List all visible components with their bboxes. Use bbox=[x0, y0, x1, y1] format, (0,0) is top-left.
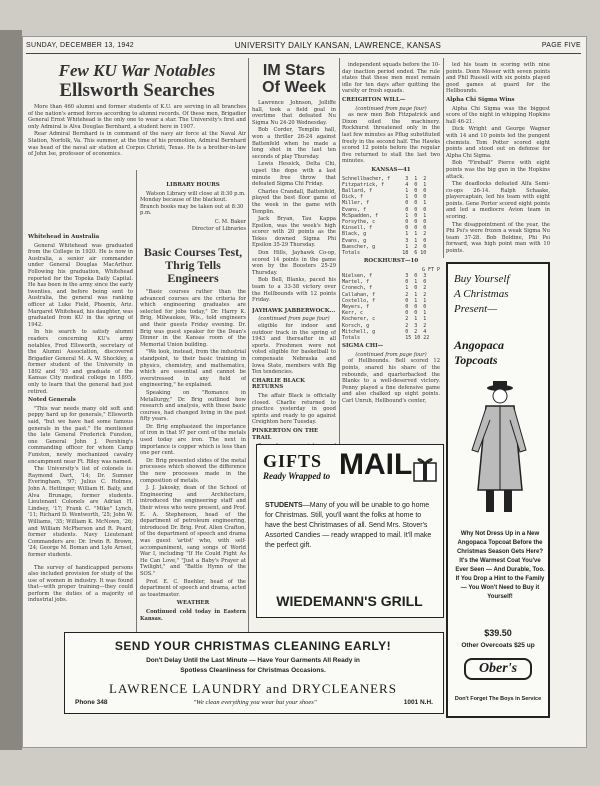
article-paragraph: Dr. Brig presented slides of the metal processes which showed the difference the new processes made in the composition of metals. bbox=[140, 457, 246, 484]
library-text: Watson Library will close at 8:30 p.m. Monday because of the blackout. Branch books may be taken out at 8:30 p.m. bbox=[140, 190, 246, 217]
article-paragraph: Bob Corder, Templin hall, won a thriller 26-24 against Battenfeld when he made a long shot in the last ten seconds of play Thursday. bbox=[252, 127, 336, 160]
rockhurst-header: G FT P bbox=[421, 266, 440, 273]
article-paragraph: Dr. Brig emphasized the importance of iron in that 97 per cent of the metals used today are iron. The next in importance is copper which is less than one per cent. bbox=[140, 423, 246, 457]
headline-engineers: Basic Courses Test, Thrig Tells Engineers bbox=[143, 246, 243, 285]
binding-edge bbox=[0, 30, 22, 750]
laundry-headline: SEND YOUR CHRISTMAS CLEANING EARLY! bbox=[114, 639, 392, 653]
article-paragraph: The survey of handicapped persons also included provision for study of the use of women in industry. It was found that—with proper training—they could perform the duties of a majority of industrial jobs. bbox=[28, 564, 133, 604]
masthead-paper: UNIVERSITY DAILY KANSAN, LAWRENCE, KANSAS bbox=[234, 40, 442, 50]
ad-body bbox=[265, 501, 437, 551]
masthead-page: PAGE FIVE bbox=[541, 41, 581, 49]
article-paragraph: Bob Bell, Blanks, paced his team to a 33-38 victory over the Hellbounds with 12 points Friday. bbox=[252, 277, 336, 304]
obers-logo: Ober's bbox=[464, 658, 532, 680]
headline-ellsworth: Ellsworth Searches bbox=[59, 80, 215, 101]
kicker: Few KU War Notables bbox=[58, 62, 216, 80]
rockhurst-totals: Totals 15 10 22 bbox=[342, 334, 430, 341]
obers-ad bbox=[446, 262, 550, 718]
subhead-generals: Noted Generals bbox=[28, 397, 76, 404]
ad-product-2: Topcoats bbox=[454, 353, 498, 367]
article-paragraph: as new men Bob Fitzpatrick and Dixon oiled the machinery. Rockhurst threatened only in the last few minutes as Pflug substituted freely in the second half. The Hawks scored 12 points before the regular five returned to stall the last two minutes. bbox=[342, 112, 440, 165]
laundry-phone: Phone 348 bbox=[75, 699, 108, 706]
subhead-charlie: CHARLIE BLACK RETURNS bbox=[252, 377, 305, 391]
article-paragraph: "We look, instead, from the industrial standpoint, to their basic training in physics, chemistry, and mathematics, which are essential and cannot be overstressed in any field of engineering," he explained. bbox=[140, 349, 246, 389]
article-paragraph: Lawrence Johnson, Jolliffe hall, took a field goal in overtime that defeated Nu Sigma Nu 24-20 Wednesday. bbox=[252, 100, 336, 126]
sigma-cont: (continued from page four) bbox=[355, 351, 427, 358]
ad-price: $39.50 bbox=[484, 628, 512, 638]
intramural-article bbox=[446, 62, 550, 258]
article-paragraph: General Whitehead was graduated from the College in 1920. He is now in Australia, a senior air commander under General Douglas MacArthur. Following his graduation, Whitehead reported for the Topeka Daily Capital. He has been in the army since the early twenties, and before being sent to Australia, the general was ranking officer at Luke Field, Phoenix, Ariz. Margaret Whitehead, his daughter, was graduated from KU in the spring of 1942. bbox=[28, 242, 133, 328]
article-paragraph: led his team in scoring with nine points. Donn Mosser with seven points and Phil Russell with six points played good games at guard for the Hellbounds. bbox=[446, 62, 550, 95]
creighton-cont: (continued from page four) bbox=[355, 105, 427, 112]
article-paragraph: J. J. Jakosky, dean of the School of Engineering and Architecture, introduced the engineering staff and their wives who were present, and Prof. E. A. Stephenson, head of the department of petroleum engineering, introduced Dr. Brig. Prof. Allen Crafton, of the department of speech and drama was guest 'artist' who, with self-accompaniment, sang songs of World War I, including "If He Could Fight As He Can Love," "Just a Baby's Prayer at Twilight," and "Battle Hymn of the SOS." bbox=[140, 485, 246, 577]
ad-body-lead: STUDENTS bbox=[265, 502, 303, 509]
article-paragraph: Alpha Chi Sigma was the biggest score of the night in whipping Hopkins hall 46-21. bbox=[446, 105, 550, 125]
article-paragraph: "This war needs many old soft and peppy hard up for generals," Ellsworth said, "but we have had some famous generals in the past." He mentioned the late General Frederick Funston, one General John J. Pershing's commanding officer for whom Camp Funston, newly mechanized cavalry encampment near Ft. Riley was named. bbox=[28, 405, 133, 465]
article-paragraph: Speaking on "Romance in Metallurgy," Dr. Brig outlined how research and analysis, with these basic courses, had changed living in the past fifty years. bbox=[140, 389, 246, 423]
library-title: LIBRARY HOURS bbox=[166, 182, 220, 188]
article-paragraph: Rear Admiral Bernhard is in command of the navy air force at the Naval Air Station, Norfolk, Va. This summer, at the time of his promotion, Admiral Bernhard was head of the naval air station at Corpus Christi, Texas. He is a brother-in-law of John Ise, professor of economics. bbox=[28, 131, 246, 158]
library-signature: C. M. Baker bbox=[214, 218, 246, 225]
gift-box-icon bbox=[411, 453, 439, 483]
kansas-box-score: Schnellbacher, f 3 1 2 Fitzpatrick, f 4 0 1 Ballard, f 1 0 0 Dick, f 1 0 0 Miller, f 0 0 1 Evans, f 0 0 0 McSpadden, f 1 0 1 Forsythe, c 0 0 0 Kinsell, f 0 0 0 Black, g 1 1 2 Evans, g 3 1 0 Buescher, g 1 2 0 bbox=[342, 175, 427, 250]
ad-mail: MAIL bbox=[339, 448, 413, 481]
ad-buy-2: A Christmas bbox=[454, 288, 509, 300]
article-paragraph: More than 460 alumni and former students of K.U. are serving in all branches of the nation's armed forces according to alumni records. Of these men, Brigadier General Ernst Whitehead is the only one to wear a star. The University's first and only Admiral is Alva Douglas Bernhard, a student here in 1907. bbox=[28, 104, 246, 130]
article-paragraph: eligible for indoor and outdoor track in the spring of 1943 and thereafter in all sports. Freshmen were not voted eligible for basketball to compensate Nebraska and Iowa State, members with Big Ten tendencies. bbox=[252, 323, 336, 376]
article-paragraph: Jack Bryan, Tau Kappa Epsilon, was the week's high scorer with 20 points as the Tekes downed Sigma Phi Epsilon 35-29 Thursday. bbox=[252, 216, 336, 249]
wiedemanns-ad bbox=[256, 444, 444, 618]
man-in-topcoat-icon bbox=[462, 380, 536, 522]
subhead-sigma-chi: SIGMA CHI— bbox=[342, 343, 384, 350]
masthead bbox=[26, 38, 581, 52]
creighton-article bbox=[342, 62, 440, 444]
ad-copy: Why Not Dress Up in a New Angopaca Topcoat Before the Christmas Season Gets Here? It's the Warmest Coat You've Ever Seen — And Durable, Too. If You Drop a Hint to the Family — You Won't Need to Buy it Yourself! bbox=[455, 531, 545, 600]
subhead-jayhawk: JAYHAWK JABBERWOCK... bbox=[252, 307, 336, 314]
masthead-rule bbox=[26, 53, 581, 54]
ad-buy-1: Buy Yourself bbox=[454, 273, 510, 285]
article-paragraph: Don Hills, Jayhawk Co-op, scored 14 points in the game won by the Boosters 25-29 Thursday. bbox=[252, 250, 336, 276]
article-paragraph: Dick Wright and George Wagner with 14 and 10 points led the pungent chemists. Tom Potter scored eight points and stood out on defense for Alpha Chi Sigma. bbox=[446, 126, 550, 159]
ad-other-coats: Other Overcoats $25 up bbox=[461, 642, 535, 649]
library-hours bbox=[140, 180, 246, 242]
subhead-alpha-chi: Alpha Chi Sigma Wins bbox=[446, 96, 515, 103]
weather-text: Continued cold today in Eastern Kansas. bbox=[140, 608, 246, 622]
laundry-ad bbox=[64, 632, 444, 714]
column-rule bbox=[248, 58, 249, 658]
ellsworth-headline-block bbox=[28, 62, 246, 102]
laundry-address: 1001 N.H. bbox=[403, 699, 433, 706]
ad-store-name: WIEDEMANN'S GRILL bbox=[276, 593, 423, 609]
laundry-company: LAWRENCE LAUNDRY and DRYCLEANERS bbox=[109, 681, 397, 696]
ad-gifts: GIFTS bbox=[263, 451, 323, 471]
masthead-date: SUNDAY, DECEMBER 13, 1942 bbox=[26, 41, 135, 49]
article-paragraph: In his search to satisfy alumni readers concerning KU's army notables, Fred Ellsworth, secretary of the Alumni Association, discovered Brigadier General M. A. W. Shockley, a former student of the University in 1892 and '93 and graduate of the Kansas City medical college in 1895, only to learn that the general had just retired. bbox=[28, 329, 133, 395]
article-paragraph: The deadlocks defeated Alfa Semi-co-ops 26-14. Ralph Schaake, playercaptain, led his team with eight points. Gene Porter scored eight points and led a mediocre Avion team in scoring. bbox=[446, 181, 550, 221]
ellsworth-lead bbox=[28, 104, 246, 168]
subhead-whitehead: Whitehead in Australia bbox=[28, 234, 100, 240]
article-paragraph: Prof. E. C. Buehler, head of the department of speech and drama, acted as toastmaster. bbox=[140, 578, 246, 598]
rockhurst-box-title: ROCKHURST—10 bbox=[363, 258, 419, 265]
article-paragraph: "Basic courses rather than the advanced courses are the criteria for which engineering graduates are selected for jobs today," Dr. Harry K. Brig, Milwaukee, Wis., told engineers and their guests Friday evening. Dr. Brig was guest speaker for the Dean's Dinner in the Kansas room of the Memorial Union building. bbox=[140, 289, 246, 348]
kansas-totals: Totals 18 6 10 bbox=[342, 249, 427, 256]
rockhurst-box-score: Nielsen, f 3 0 3 Martel, f 0 1 0 Cronech, f 1 0 2 Callahan, f 2 1 2 Costello, f 0 1 1 Meyers, f 0 0 0 Kerr, c 0 0 1 Kocherer, c 2 1 1 Korsch, g 2 3 2 Mitchell, g 0 2 4 bbox=[342, 272, 427, 335]
article-paragraph: The University's list of colonels is: Raymond Dart, '14; Dr. Sumner Everingham, '97; Julius C. Holmes, John A. Hettinger, William H. Baily, and Alva Brunage, former students. Lieutenant Colonels are Adrian H. Lindsey, '17; Frank C. "Mike" Lynch, '11; Richard D. Wentworth, '25; John W. Williams, '35; William K. McNown, '26; and William McPherson and R. Peard, former students. Navy Lieutenant Commanders are: Dr. Irwin R. Brown, '24; George M. Boman and Lyle Arnsel, former students. bbox=[28, 466, 133, 558]
article-paragraph: of Hellbounds. Bell scored 12 points, snared his share of the rebounds, and quarterbacked the Blanks to a well-deserved victory. Penny played a fine defensive game and also chalked up eight points. Carl Unruh, Hellbound's center, bbox=[342, 358, 440, 404]
jayhawk-cont: (continued from page four) bbox=[258, 316, 330, 323]
article-paragraph: Bob "Fireball" Pierce with eight points was the big gun in the Hopkins attack. bbox=[446, 160, 550, 180]
article-paragraph: Charles Crandall, Battenfeld, played the best floor game of the week in the game with Templin. bbox=[252, 188, 336, 215]
column-rule bbox=[443, 58, 444, 258]
ad-buy-lines bbox=[454, 272, 510, 317]
ad-body-text: —Many of you will be unable to go home for Christmas. Still, you'll want the folks at home to have the best Christmases of all. Send Mrs. Stover's Assorted Candies — ready wrapped to mail. It'll make the perfect gift. bbox=[265, 502, 432, 549]
laundry-line1: Don't Delay Until the Last Minute — Have Your Garments All Ready in bbox=[146, 657, 360, 664]
article-paragraph: The disappointment of the year, the Phi Psi's were frozen a weak Sigma Nu team 37-28. Bob Boldine, Phi Psi forward, was high point man with 10 points. bbox=[446, 221, 550, 255]
ad-buy-3: Present— bbox=[454, 303, 497, 315]
article-paragraph: The affair Black is officially closed. Charlie returned to practice yesterday in good spirits and ready to go against Creighton here Tuesday. bbox=[252, 392, 336, 426]
column-rule bbox=[339, 58, 340, 444]
ad-product bbox=[454, 338, 504, 368]
subhead-pinkerton: PINKERTON ON THE TRAIL bbox=[252, 427, 319, 441]
kansas-box-title: KANSAS—41 bbox=[371, 166, 411, 173]
headline-im-stars: IM Stars Of Week bbox=[262, 62, 326, 96]
article-paragraph: independent squads before the 10-day inaction period ended. The rule states that these men must remain idle for ten days after quitting the varsity or frosh squads. bbox=[342, 62, 440, 95]
article-paragraph: Lewis Hessick, Delta Chi, upset the dope with a last minute free throw that defeated Sigma Chi Friday. bbox=[252, 161, 336, 188]
ad-product-1: Angopaca bbox=[454, 338, 505, 352]
ad-ready-wrapped: Ready Wrapped to bbox=[263, 471, 331, 481]
im-stars-article bbox=[252, 62, 336, 444]
column-rule bbox=[136, 170, 137, 650]
subhead-creighton: CREIGHTON WILL— bbox=[342, 96, 406, 103]
library-signature-title: Director of Libraries bbox=[191, 225, 246, 232]
ad-tagline: Don't Forget The Boys in Service bbox=[454, 696, 542, 702]
laundry-line2: Spotless Cleanliness for Christmas Occasions. bbox=[180, 667, 326, 674]
laundry-slogan: "We clean everything you wear but your shoes" bbox=[193, 699, 317, 706]
weather-title: WEATHER bbox=[176, 600, 210, 607]
